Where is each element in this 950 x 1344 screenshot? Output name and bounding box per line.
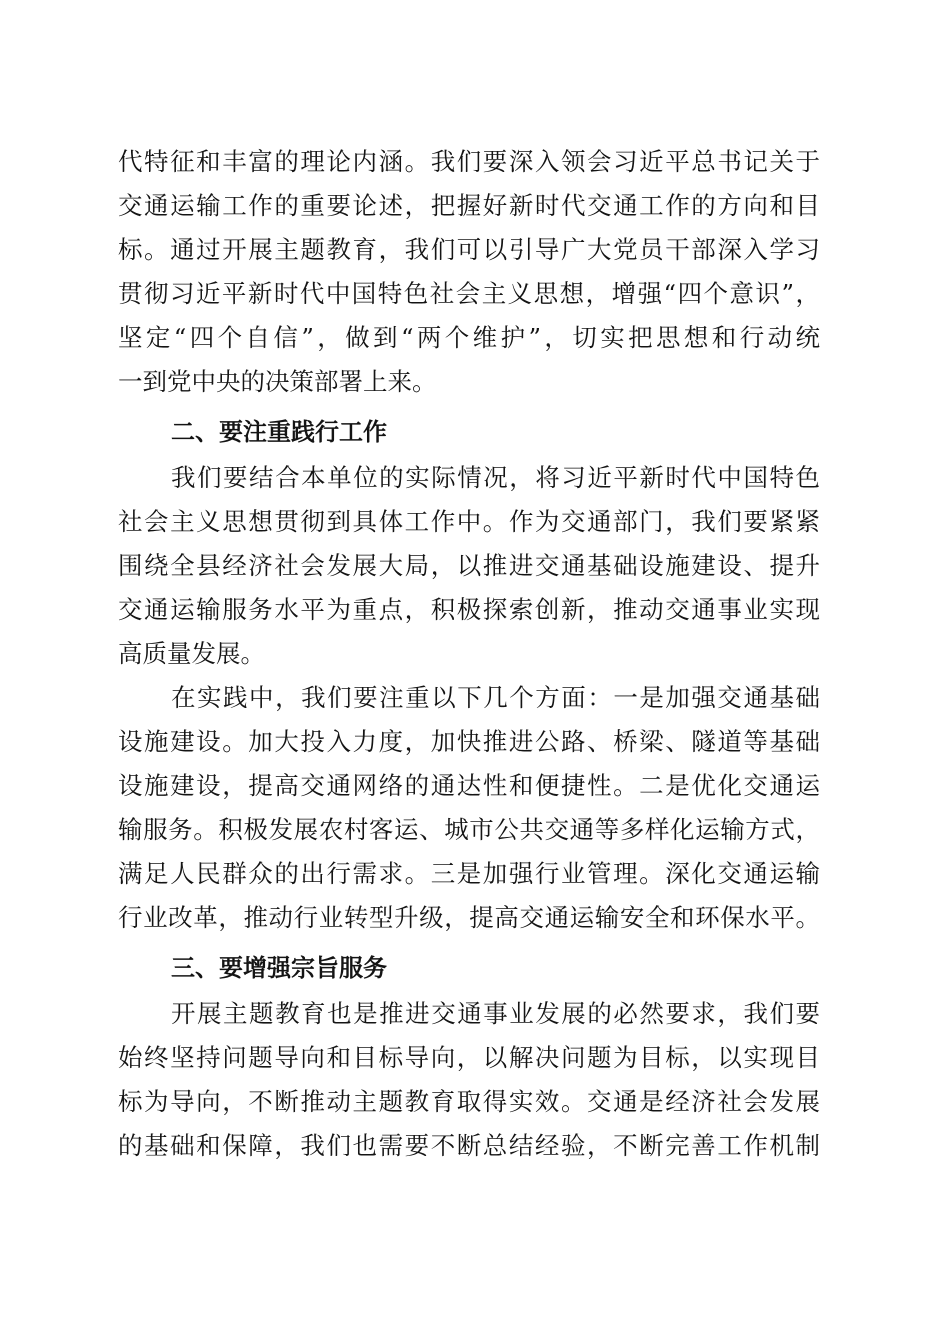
paragraph-line: 交通运输服务水平为重点，积极探索创新，推动交通事业实现 [118, 595, 820, 624]
section-heading-3 [118, 946, 820, 990]
paragraph-line: 社会主义思想贯彻到具体工作中。作为交通部门，我们要紧紧 [118, 507, 820, 536]
paragraph-line: 交通运输工作的重要论述，把握好新时代交通工作的方向和目 [118, 191, 820, 220]
paragraph-line: 设施建设。加大投入力度，加快推进公路、桥梁、隧道等基础 [118, 727, 820, 756]
paragraph-line: 代特征和丰富的理论内涵。我们要深入领会习近平总书记关于 [118, 147, 820, 176]
paragraph-line: 一到党中央的决策部署上来。 [118, 367, 437, 396]
paragraph-1 [118, 140, 820, 404]
paragraph-line: 满足人民群众的出行需求。三是加强行业管理。深化交通运输 [118, 859, 820, 888]
section-heading-2 [118, 410, 820, 454]
paragraph-line: 设施建设，提高交通网络的通达性和便捷性。二是优化交通运 [118, 771, 820, 800]
paragraph-line: 输服务。积极发展农村客运、城市公共交通等多样化运输方式， [118, 815, 820, 844]
paragraph-line: 标为导向，不断推动主题教育取得实效。交通是经济社会发展 [118, 1087, 820, 1116]
paragraph-line: 行业改革，推动行业转型升级，提高交通运输安全和环保水平。 [118, 903, 820, 932]
section-heading-text: 三、要增强宗旨服务 [171, 954, 387, 982]
paragraph-line: 我们要结合本单位的实际情况，将习近平新时代中国特色 [171, 463, 820, 492]
paragraph-line: 贯彻习近平新时代中国特色社会主义思想，增强“四个意识”， [118, 279, 820, 308]
paragraph-2 [118, 456, 820, 676]
paragraph-3 [118, 676, 820, 940]
paragraph-line: 的基础和保障，我们也需要不断总结经验，不断完善工作机制 [118, 1131, 820, 1160]
paragraph-line: 在实践中，我们要注重以下几个方面：一是加强交通基础 [171, 683, 820, 712]
paragraph-line: 开展主题教育也是推进交通事业发展的必然要求，我们要 [171, 999, 820, 1028]
paragraph-line: 高质量发展。 [118, 639, 265, 668]
paragraph-line: 标。通过开展主题教育，我们可以引导广大党员干部深入学习 [118, 235, 820, 264]
paragraph-4 [118, 992, 820, 1168]
section-heading-text: 二、要注重践行工作 [171, 418, 387, 446]
paragraph-line: 围绕全县经济社会发展大局，以推进交通基础设施建设、提升 [118, 551, 820, 580]
paragraph-line: 始终坚持问题导向和目标导向，以解决问题为目标，以实现目 [118, 1043, 820, 1072]
paragraph-line: 坚定“四个自信”，做到“两个维护”，切实把思想和行动统 [118, 323, 820, 352]
